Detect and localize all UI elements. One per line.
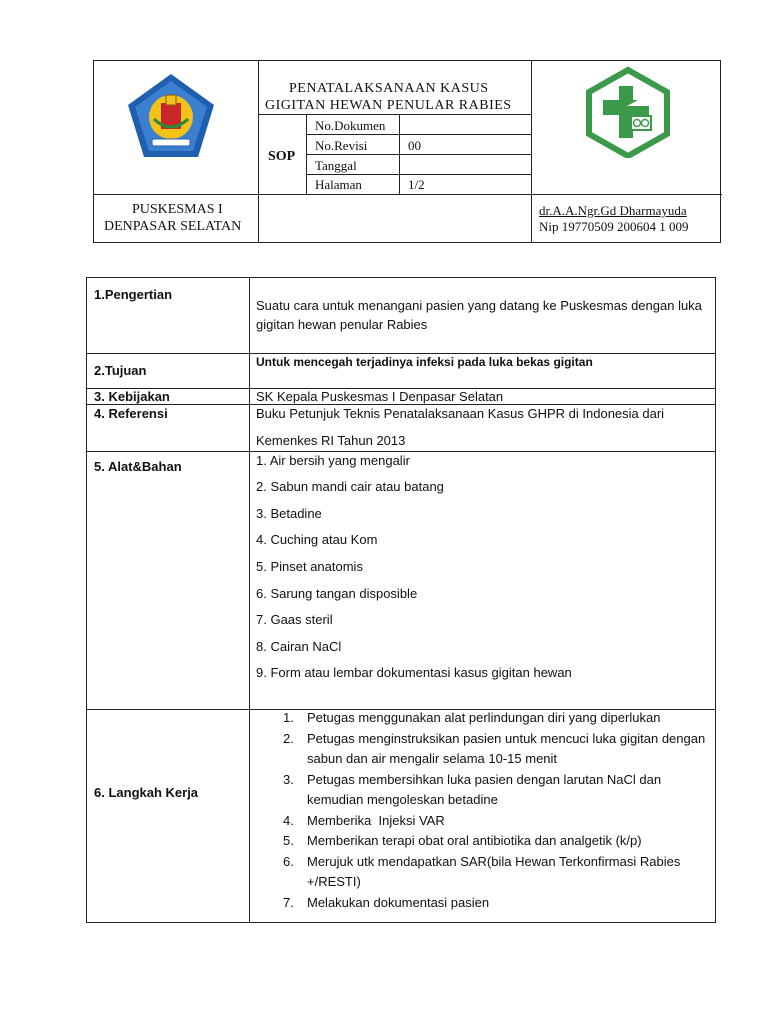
step-item: 6. Merujuk utk mendapatkan SAR(bila Hewan Terkonfirmasi Rabies +/RESTI) [283, 854, 681, 889]
field-label-tanggal: Tanggal [315, 158, 357, 173]
list-item: 8. Cairan NaCl [256, 639, 342, 654]
label-kebijakan: 3. Kebijakan [94, 389, 170, 404]
org-name-line2: DENPASAR SELATAN [104, 219, 242, 234]
step-item: 1. Petugas menggunakan alat perlindungan diri yang diperlukan [283, 710, 661, 725]
value-referensi-line1: Buku Petunjuk Teknis Penatalaksanaan Kasus GHPR di Indonesia dari [256, 406, 665, 421]
label-referensi: 4. Referensi [94, 406, 168, 421]
signer-nip: Nip 19770509 200604 1 009 [539, 219, 689, 234]
list-item: 6. Sarung tangan disposible [256, 586, 418, 601]
value-pengertian: Suatu cara untuk menangani pasien yang datang ke Puskesmas dengan luka gigitan hewan penular Rabies [256, 298, 702, 332]
list-item: 3. Betadine [256, 506, 322, 521]
field-value-no-revisi: 00 [408, 138, 421, 153]
sop-content-table [86, 277, 716, 923]
list-item: 4. Cuching atau Kom [256, 532, 378, 547]
signer-name: dr.A.A.Ngr.Gd Dharmayuda [539, 203, 687, 218]
label-pengertian: 1.Pengertian [94, 287, 173, 302]
field-label-halaman: Halaman [315, 177, 362, 192]
list-item: 5. Pinset anatomis [256, 559, 363, 574]
field-value-halaman: 1/2 [408, 177, 425, 192]
label-tujuan: 2.Tujuan [94, 363, 147, 378]
puskesmas-logo [583, 66, 673, 158]
field-label-no-dokumen: No.Dokumen [315, 118, 386, 133]
list-item: 2. Sabun mandi cair atau batang [256, 479, 444, 494]
value-kebijakan: SK Kepala Puskesmas I Denpasar Selatan [256, 389, 504, 404]
step-item: 2. Petugas menginstruksikan pasien untuk mencuci luka gigitan dengan sabun dan air mengalir selama 10-15 menit [283, 731, 706, 766]
label-alat-bahan: 5. Alat&Bahan [94, 459, 182, 474]
value-tujuan: Untuk mencegah terjadinya infeksi pada luka bekas gigitan [256, 355, 593, 369]
list-item: 9. Form atau lembar dokumentasi kasus gigitan hewan [256, 665, 572, 680]
doc-title-line1: PENATALAKSANAAN KASUS [289, 81, 489, 96]
step-item: 5. Memberikan terapi obat oral antibiotika dan analgetik (k/p) [283, 833, 642, 848]
value-referensi-line2: Kemenkes RI Tahun 2013 [256, 433, 406, 448]
org-name-line1: PUSKESMAS I [132, 202, 223, 217]
step-item: 4. Memberika Injeksi VAR [283, 813, 445, 828]
list-item: 1. Air bersih yang mengalir [256, 453, 410, 468]
step-item: 3. Petugas membersihkan luka pasien dengan larutan NaCl dan kemudian mengoleskan betadine [283, 772, 662, 807]
sop-label: SOP [268, 149, 296, 164]
field-label-no-revisi: No.Revisi [315, 138, 368, 153]
sop-header [93, 60, 721, 243]
label-langkah-kerja: 6. Langkah Kerja [94, 785, 199, 800]
doc-title-line2: GIGITAN HEWAN PENULAR RABIES [265, 98, 512, 113]
step-item: 7. Melakukan dokumentasi pasien [283, 895, 490, 910]
regional-emblem-logo [124, 71, 218, 165]
list-item: 7. Gaas steril [256, 612, 333, 627]
